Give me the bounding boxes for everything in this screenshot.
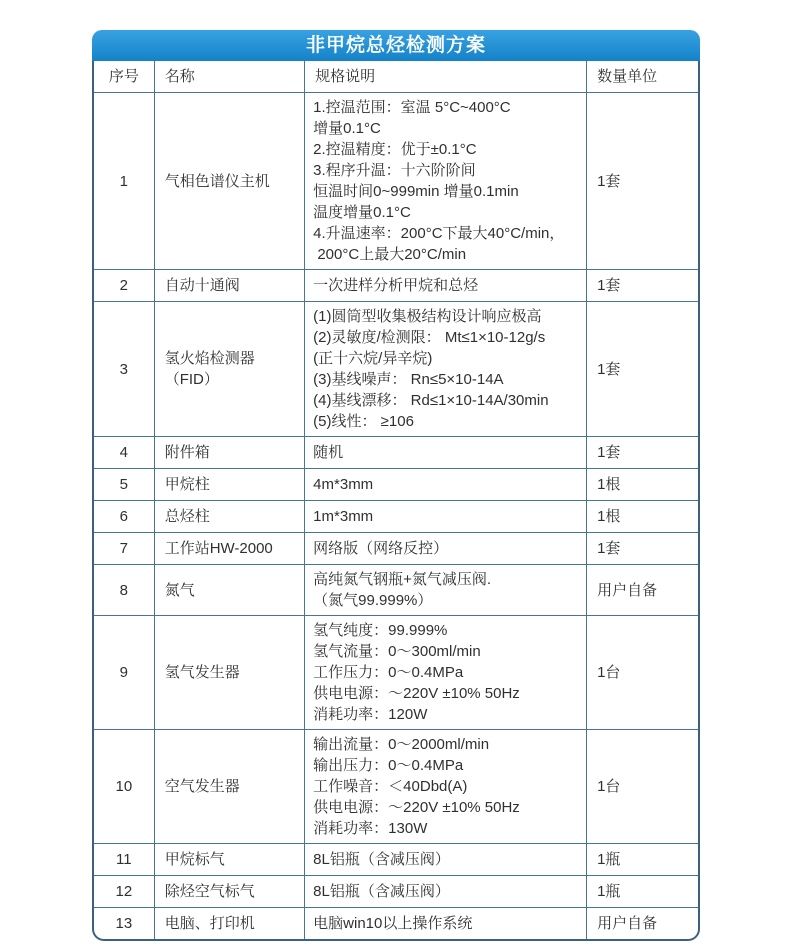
row-spec [305, 844, 587, 876]
row-name: 氢火焰检测器（FID） [154, 302, 304, 437]
row-spec-line: 工作噪音：＜40Dbd(A) [313, 778, 468, 795]
row-name: 工作站HW-2000 [154, 533, 304, 565]
row-no: 11 [94, 844, 154, 876]
table-row [94, 270, 698, 302]
row-spec-line: 电脑win10以上操作系统 [313, 915, 473, 932]
row-qty: 1台 [587, 616, 698, 730]
row-spec-line: 4m*3mm [313, 476, 374, 493]
table-row [94, 302, 698, 437]
row-spec [305, 730, 587, 844]
row-spec-line: 工作压力：0～0.4MPa [313, 664, 464, 681]
row-spec-line: (2)灵敏度/检测限： Mt≤1×10-12g/s [313, 329, 546, 346]
row-spec [305, 908, 587, 940]
row-spec-line: 1m*3mm [313, 508, 374, 525]
row-no: 9 [94, 616, 154, 730]
row-qty: 1套 [587, 302, 698, 437]
table-row [94, 469, 698, 501]
row-name: 总烃柱 [154, 501, 304, 533]
row-spec [305, 533, 587, 565]
row-spec-line: 输出流量：0～2000ml/min [313, 736, 490, 753]
page-title: 非甲烷总烃检测方案 [92, 30, 700, 61]
row-spec-line: 消耗功率：120W [313, 706, 428, 723]
row-spec-line: (5)线性： ≥106 [313, 413, 414, 430]
row-spec-line: (4)基线漂移： Rd≤1×10-14A/30min [313, 392, 549, 409]
row-spec [305, 469, 587, 501]
spec-table-body [94, 93, 698, 940]
row-spec-line: 恒温时间0~999min 增量0.1min [313, 183, 519, 200]
row-spec-line: 氢气纯度：99.999% [313, 622, 448, 639]
row-spec-line: 温度增量0.1°C [313, 204, 411, 221]
row-spec-line: 4.升温速率：200°C下最大40°C/min， [313, 225, 565, 242]
row-qty: 1瓶 [587, 844, 698, 876]
row-no: 2 [94, 270, 154, 302]
spec-table-wrap [92, 61, 700, 941]
row-spec-line: 2.控温精度：优于±0.1°C [313, 141, 477, 158]
row-qty: 用户自备 [587, 565, 698, 616]
row-no: 8 [94, 565, 154, 616]
col-header-qty: 数量单位 [587, 61, 698, 93]
row-name: 氢气发生器 [154, 616, 304, 730]
row-spec [305, 302, 587, 437]
table-row [94, 93, 698, 270]
row-no: 4 [94, 437, 154, 469]
table-row [94, 565, 698, 616]
row-spec-line: 氢气流量：0～300ml/min [313, 643, 481, 660]
row-spec-line: 增量0.1°C [313, 120, 381, 137]
row-name: 除烃空气标气 [154, 876, 304, 908]
spec-table [94, 61, 698, 939]
row-qty: 1瓶 [587, 876, 698, 908]
row-no: 6 [94, 501, 154, 533]
row-name: 甲烷柱 [154, 469, 304, 501]
row-spec-line: (正十六烷/异辛烷) [313, 350, 433, 367]
row-spec-line: 消耗功率：130W [313, 820, 428, 837]
row-spec-line: 输出压力：0～0.4MPa [313, 757, 464, 774]
row-no: 5 [94, 469, 154, 501]
row-spec [305, 501, 587, 533]
row-qty: 1台 [587, 730, 698, 844]
row-spec [305, 876, 587, 908]
row-qty: 1根 [587, 469, 698, 501]
row-qty: 1套 [587, 437, 698, 469]
row-spec [305, 270, 587, 302]
table-row [94, 844, 698, 876]
row-no: 3 [94, 302, 154, 437]
row-spec-line: 一次进样分析甲烷和总烃 [313, 277, 479, 294]
row-no: 7 [94, 533, 154, 565]
table-row [94, 616, 698, 730]
row-spec-line: （氮气99.999%） [313, 592, 433, 609]
row-spec [305, 93, 587, 270]
row-spec-line: 供电电源：～220V ±10% 50Hz [313, 685, 520, 702]
row-name: 气相色谱仪主机 [154, 93, 304, 270]
row-name: 电脑、打印机 [154, 908, 304, 940]
row-spec-line: 供电电源：～220V ±10% 50Hz [313, 799, 520, 816]
row-name: 氮气 [154, 565, 304, 616]
col-header-spec: 规格说明 [305, 61, 587, 93]
row-name: 空气发生器 [154, 730, 304, 844]
row-no: 13 [94, 908, 154, 940]
row-qty: 1套 [587, 533, 698, 565]
table-row [94, 501, 698, 533]
row-spec-line: 8L铝瓶（含减压阀） [313, 883, 450, 900]
table-row [94, 876, 698, 908]
table-row [94, 533, 698, 565]
table-row [94, 730, 698, 844]
row-qty: 1套 [587, 270, 698, 302]
row-qty: 1套 [587, 93, 698, 270]
row-spec-line: (1)圆筒型收集极结构设计响应极高 [313, 308, 542, 325]
table-row [94, 908, 698, 940]
row-spec-line: 1.控温范围：室温 5°C~400°C [313, 99, 511, 116]
row-qty: 1根 [587, 501, 698, 533]
row-spec [305, 565, 587, 616]
row-spec-line: 高纯氮气钢瓶+氮气减压阀. [313, 571, 492, 588]
col-header-name: 名称 [154, 61, 304, 93]
row-spec-line: 3.程序升温：十六阶阶间 [313, 162, 476, 179]
row-spec-line: 8L铝瓶（含减压阀） [313, 851, 450, 868]
table-row [94, 437, 698, 469]
row-spec-line: 网络版（网络反控） [313, 540, 449, 557]
row-spec [305, 616, 587, 730]
row-no: 12 [94, 876, 154, 908]
row-spec-line: 随机 [313, 444, 344, 461]
detection-plan-card [92, 30, 700, 941]
row-name: 甲烷标气 [154, 844, 304, 876]
row-no: 1 [94, 93, 154, 270]
header-row [94, 61, 698, 93]
row-name: 自动十通阀 [154, 270, 304, 302]
col-header-no: 序号 [94, 61, 154, 93]
row-no: 10 [94, 730, 154, 844]
row-spec-line: (3)基线噪声： Rn≤5×10-14A [313, 371, 504, 388]
row-spec-line: 200°C上最大20°C/min [313, 246, 467, 263]
row-qty: 用户自备 [587, 908, 698, 940]
row-spec [305, 437, 587, 469]
row-name: 附件箱 [154, 437, 304, 469]
